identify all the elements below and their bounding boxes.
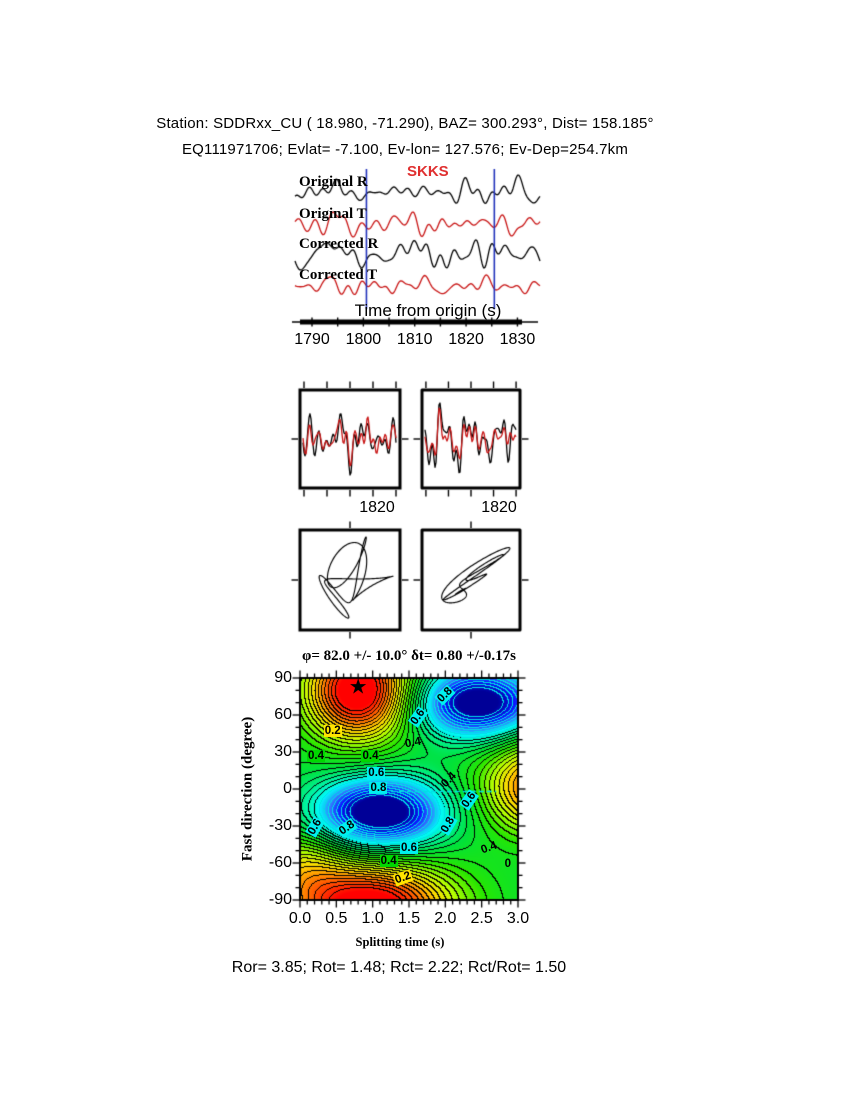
contour-level-label: 0.8 <box>337 818 358 838</box>
contour-level-label: 0.4 <box>404 736 423 751</box>
time-axis-tick-label: 1790 <box>294 331 330 348</box>
contour-xtick-label: 1.0 <box>361 910 384 927</box>
window-comparison-canvas <box>288 378 532 510</box>
contour-xtick-label: 2.0 <box>434 910 457 927</box>
contour-level-label: 0.4 <box>479 839 499 857</box>
time-axis-title: Time from origin (s) <box>354 301 502 320</box>
contour-level-label: 0.8 <box>439 814 458 835</box>
contour-xtick-label: 2.5 <box>470 910 493 927</box>
window-box-tick-label: 1820 <box>359 499 395 516</box>
time-axis-tick-label: 1810 <box>396 331 433 348</box>
contour-level-label: 0.4 <box>380 854 397 867</box>
contour-level-label: 0.8 <box>435 685 456 706</box>
contour-level-label: 0.4 <box>439 770 459 791</box>
time-axis-tick-label: 1820 <box>448 331 484 348</box>
contour-level-label: 0.6 <box>305 817 324 838</box>
contour-level-label: 0.2 <box>393 869 413 887</box>
contour-xtick-label: 3.0 <box>506 910 530 927</box>
splitting-result-title: φ= 82.0 +/- 10.0° δt= 0.80 +/-0.17s <box>302 648 516 664</box>
time-axis-tick-label: 1800 <box>345 331 382 348</box>
event-info-line: EQ111971706; Evlat= -7.100, Ev-lon= 127.576; Ev-Dep=254.7km <box>181 141 629 158</box>
contour-ytick-label: 60 <box>274 706 292 723</box>
contour-level-label: 0.8 <box>370 781 387 794</box>
contour-y-axis-label: Fast direction (degree) <box>239 716 256 862</box>
contour-level-label: 0.6 <box>368 766 385 779</box>
particle-motion-canvas <box>288 518 532 642</box>
contour-ytick-label: 0 <box>283 780 292 797</box>
trace-label-original-t: Original T <box>299 206 367 222</box>
contour-level-label: 0.6 <box>408 707 428 728</box>
contour-ytick-label: -60 <box>268 854 292 871</box>
best-solution-star: ★ <box>348 675 368 699</box>
station-info-line: Station: SDDRxx_CU ( 18.980, -71.290), BAZ= 300.293°, Dist= 158.185° <box>156 115 654 132</box>
contour-x-axis-label: Splitting time (s) <box>355 935 445 949</box>
window-box-tick-label: 1820 <box>481 499 517 516</box>
contour-xtick-label: 0.5 <box>325 910 348 927</box>
contour-ytick-label: 90 <box>274 669 292 686</box>
trace-label-corrected-t: Corrected T <box>299 267 378 283</box>
trace-label-corrected-r: Corrected R <box>299 236 379 252</box>
splitting-statistics: Ror= 3.85; Rot= 1.48; Rct= 2.22; Rct/Rot= 1.50 <box>231 959 567 976</box>
contour-level-label: 0 <box>504 858 512 871</box>
contour-level-label: 0.6 <box>401 842 417 855</box>
contour-xtick-label: 0.0 <box>288 910 312 927</box>
phase-label: SKKS <box>407 163 449 180</box>
contour-ytick-label: 30 <box>274 743 292 760</box>
contour-level-label: 0.2 <box>324 725 341 737</box>
contour-ytick-label: -90 <box>268 891 292 908</box>
contour-ytick-label: -30 <box>268 817 292 834</box>
trace-label-original-r: Original R <box>299 174 368 190</box>
contour-level-label: 0.4 <box>362 749 379 762</box>
time-axis-tick-label: 1830 <box>499 331 536 348</box>
contour-xtick-label: 1.5 <box>397 910 421 927</box>
contour-level-label: 0.4 <box>307 749 324 762</box>
contour-level-label: 0.6 <box>459 790 479 811</box>
